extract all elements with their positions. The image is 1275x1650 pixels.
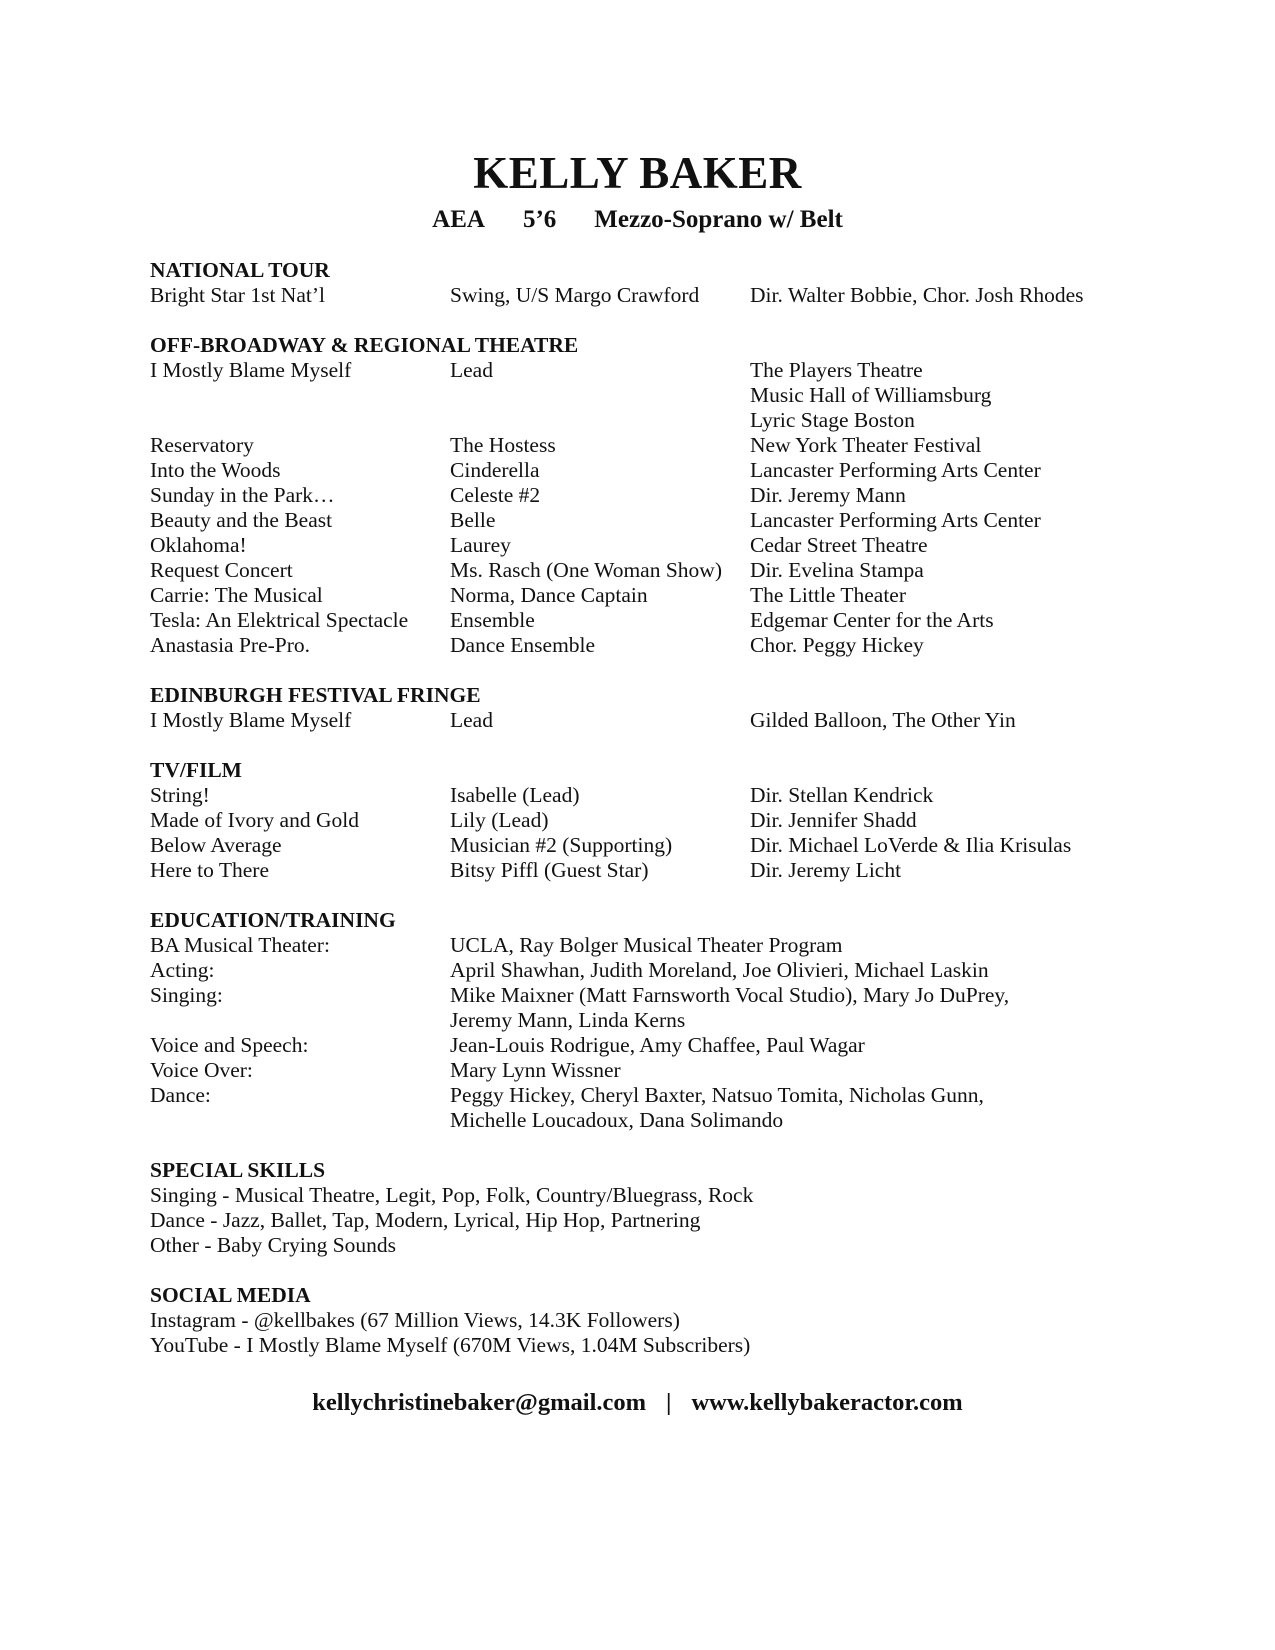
training-row xyxy=(150,1058,1150,1083)
credit-show: Below Average xyxy=(150,833,282,857)
credit-role: Ms. Rasch (One Woman Show) xyxy=(450,558,722,582)
credit-role: Swing, U/S Margo Crawford xyxy=(450,283,700,307)
section-special-skills xyxy=(150,1158,1150,1258)
training-row xyxy=(150,1083,1150,1133)
section-education xyxy=(150,908,1150,1133)
training-teachers xyxy=(450,958,989,983)
credit-role: Lead xyxy=(450,708,493,732)
credit-role: Isabelle (Lead) xyxy=(450,783,580,807)
section-title: NATIONAL TOUR xyxy=(150,258,330,282)
credit-venue: The Players Theatre xyxy=(750,358,923,382)
training-line: Michelle Loucadoux, Dana Solimando xyxy=(450,1108,784,1132)
contact-email[interactable]: kellychristinebaker@gmail.com xyxy=(312,1389,647,1416)
training-teachers xyxy=(450,983,1009,1033)
credit-show: Anastasia Pre-Pro. xyxy=(150,633,311,657)
credit-venue: The Little Theater xyxy=(750,583,907,607)
credit-row xyxy=(150,608,1150,633)
credit-show: Into the Woods xyxy=(150,458,281,482)
credit-show: Carrie: The Musical xyxy=(150,583,323,607)
credit-row xyxy=(150,633,1150,658)
social-line: Instagram - @kellbakes (67 Million Views, 14.3K Followers) xyxy=(150,1308,680,1332)
credit-role: Lily (Lead) xyxy=(450,808,549,832)
contact-footer xyxy=(0,1388,1275,1418)
training-line: UCLA, Ray Bolger Musical Theater Program xyxy=(450,933,843,957)
credit-show: Tesla: An Elektrical Spectacle xyxy=(150,608,409,632)
credit-role: Musician #2 (Supporting) xyxy=(450,833,673,857)
voice-type: Mezzo-Soprano w/ Belt xyxy=(594,206,843,233)
credit-show: Beauty and the Beast xyxy=(150,508,333,532)
skill-line: Singing - Musical Theatre, Legit, Pop, Folk, Country/Bluegrass, Rock xyxy=(150,1183,754,1207)
credit-role: Laurey xyxy=(450,533,511,557)
actor-stats xyxy=(0,205,1275,235)
credit-role: Lead xyxy=(450,358,493,382)
credit-role: Cinderella xyxy=(450,458,540,482)
credit-row xyxy=(150,808,1150,833)
training-line: Jean-Louis Rodrigue, Amy Chaffee, Paul Wagar xyxy=(450,1033,865,1057)
credit-row xyxy=(150,283,1150,308)
section-edinburgh-fringe xyxy=(150,683,1150,733)
training-row xyxy=(150,958,1150,983)
credit-venue: Cedar Street Theatre xyxy=(750,533,928,557)
credit-venue: Dir. Michael LoVerde & Ilia Krisulas xyxy=(750,833,1072,857)
skill-line: Other - Baby Crying Sounds xyxy=(150,1233,397,1257)
training-teachers xyxy=(450,1083,984,1133)
training-row xyxy=(150,983,1150,1033)
resume-body xyxy=(150,258,1150,1358)
credit-row xyxy=(150,783,1150,808)
credit-row xyxy=(150,583,1150,608)
training-line: Peggy Hickey, Cheryl Baxter, Natsuo Tomita, Nicholas Gunn, xyxy=(450,1083,984,1107)
credit-show: I Mostly Blame Myself xyxy=(150,358,352,382)
credit-role: Ensemble xyxy=(450,608,535,632)
training-row xyxy=(150,1033,1150,1058)
credit-row xyxy=(150,708,1150,733)
section-title: EDINBURGH FESTIVAL FRINGE xyxy=(150,683,481,707)
training-line: Jeremy Mann, Linda Kerns xyxy=(450,1008,686,1032)
credit-venue: Dir. Jeremy Mann xyxy=(750,483,906,507)
training-label: BA Musical Theater: xyxy=(150,933,330,957)
credit-show: Request Concert xyxy=(150,558,293,582)
credit-venue: Lyric Stage Boston xyxy=(750,408,915,432)
section-title: SOCIAL MEDIA xyxy=(150,1283,311,1307)
actor-name: KELLY BAKER xyxy=(473,148,802,198)
section-title: TV/FILM xyxy=(150,758,242,782)
credit-show: Sunday in the Park… xyxy=(150,483,335,507)
credit-show: String! xyxy=(150,783,210,807)
training-teachers xyxy=(450,1058,621,1083)
training-label: Dance: xyxy=(150,1083,211,1107)
credit-role: Norma, Dance Captain xyxy=(450,583,648,607)
training-label: Voice and Speech: xyxy=(150,1033,309,1057)
credit-venues xyxy=(750,358,991,433)
training-line: Mike Maixner (Matt Farnsworth Vocal Studio), Mary Jo DuPrey, xyxy=(450,983,1010,1007)
section-social-media xyxy=(150,1283,1150,1358)
contact-website[interactable]: www.kellybakeractor.com xyxy=(691,1389,963,1416)
credit-role: The Hostess xyxy=(450,433,556,457)
section-title: EDUCATION/TRAINING xyxy=(150,908,396,932)
training-row xyxy=(150,933,1150,958)
credit-show: I Mostly Blame Myself xyxy=(150,708,352,732)
contact-separator: | xyxy=(666,1389,672,1416)
training-teachers xyxy=(450,1033,865,1058)
credit-role: Belle xyxy=(450,508,496,532)
credit-venue: Dir. Jennifer Shadd xyxy=(750,808,917,832)
credit-venue: New York Theater Festival xyxy=(750,433,982,457)
credit-venue: Dir. Stellan Kendrick xyxy=(750,783,934,807)
credit-venue: Gilded Balloon, The Other Yin xyxy=(750,708,1016,732)
credit-row xyxy=(150,533,1150,558)
credit-venue: Lancaster Performing Arts Center xyxy=(750,508,1041,532)
actor-height: 5’6 xyxy=(522,206,557,233)
credit-show: Reservatory xyxy=(150,433,254,457)
credit-show: Bright Star 1st Nat’l xyxy=(150,283,325,307)
training-label: Acting: xyxy=(150,958,215,982)
credit-show: Here to There xyxy=(150,858,269,882)
section-national-tour xyxy=(150,258,1150,308)
training-line: Mary Lynn Wissner xyxy=(450,1058,621,1082)
credit-row xyxy=(150,433,1150,458)
credit-row xyxy=(150,358,1150,433)
section-tv-film xyxy=(150,758,1150,883)
section-regional-theatre xyxy=(150,333,1150,658)
credit-row xyxy=(150,508,1150,533)
skill-line: Dance - Jazz, Ballet, Tap, Modern, Lyrical, Hip Hop, Partnering xyxy=(150,1208,701,1232)
credit-row xyxy=(150,458,1150,483)
credit-row xyxy=(150,558,1150,583)
credit-venue: Lancaster Performing Arts Center xyxy=(750,458,1041,482)
section-title: OFF-BROADWAY & REGIONAL THEATRE xyxy=(150,333,579,357)
credit-show: Oklahoma! xyxy=(150,533,247,557)
credit-role: Celeste #2 xyxy=(450,483,541,507)
training-line: April Shawhan, Judith Moreland, Joe Olivieri, Michael Laskin xyxy=(450,958,989,982)
credit-venue: Chor. Peggy Hickey xyxy=(750,633,924,657)
credit-venue: Edgemar Center for the Arts xyxy=(750,608,994,632)
training-teachers xyxy=(450,933,843,958)
credit-role: Bitsy Piffl (Guest Star) xyxy=(450,858,649,882)
credit-row xyxy=(150,858,1150,883)
section-title: SPECIAL SKILLS xyxy=(150,1158,326,1182)
union-status: AEA xyxy=(432,206,485,233)
credit-role: Dance Ensemble xyxy=(450,633,596,657)
credit-venue: Music Hall of Williamsburg xyxy=(750,383,992,407)
credit-show: Made of Ivory and Gold xyxy=(150,808,359,832)
credit-venue: Dir. Evelina Stampa xyxy=(750,558,924,582)
social-line: YouTube - I Mostly Blame Myself (670M Views, 1.04M Subscribers) xyxy=(150,1333,751,1357)
credit-venue: Dir. Walter Bobbie, Chor. Josh Rhodes xyxy=(750,283,1084,307)
training-label: Voice Over: xyxy=(150,1058,253,1082)
training-label: Singing: xyxy=(150,983,223,1007)
credit-row xyxy=(150,833,1150,858)
credit-venue: Dir. Jeremy Licht xyxy=(750,858,902,882)
credit-row xyxy=(150,483,1150,508)
